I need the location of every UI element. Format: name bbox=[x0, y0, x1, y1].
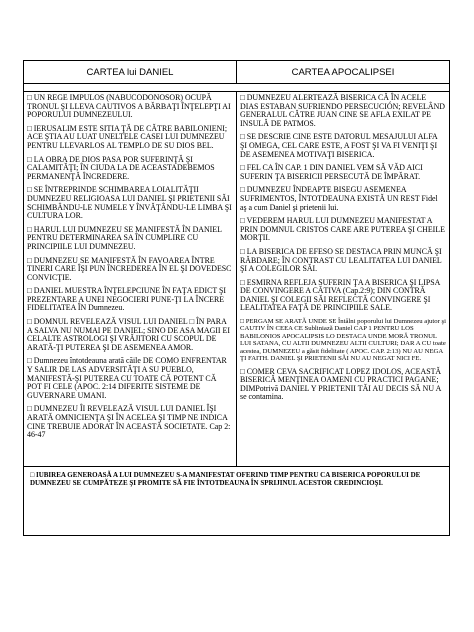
apoc-item-5: □ VEDEREM HARUL LUI DUMNEZEU MANIFESTAT A PRIN DOMNUL CRISTOS CARE ARE PUTEREA ŞI CHEILE MORŢII. bbox=[240, 216, 445, 243]
table-body bbox=[24, 92, 449, 467]
daniel-item-4: □ SE ÎNTREPRINDE SCHIMBAREA LOIALITĂŢII DUMNEZEU RELIGIOASA LUI DANIEL ŞI PRIETENII SĂI SCHIMBÂNDU-LE NUMELE Y ÎNVĂŢÂNDU-LE LIMBA ŞI CULTURA LOR. bbox=[27, 185, 232, 221]
daniel-item-8: □ DOMNUL REVELEAZĂ VISUL LUI DANIEL □ ÎN PARA A SALVA NU NUMAI PE DANIEL; SINO DE ASA MAGII EI CELALTE ASTROLOGI ŞI VRĂJITORI CU SCOPUL DE ARATĂ-ŢI PUTEREA ŞI DE ASEMENEA AMOR. bbox=[27, 317, 230, 352]
daniel-item-9: □ Dumnezeu întotdeauna arată căile DE COMO ENFRENTAR Y SALIR DE LAS ADVERSITĂŢI A SU PUEBLO, MANIFESTĂ-ŞI PUTEREA CU TOATE CĂ POTENT CĂ POT FI CELE (APOC. 2:14 DIFERITE SISTEME DE GUVERNARE UMANI. bbox=[27, 356, 227, 400]
header-apocalipsa: CARTEA APOCALIPSEI bbox=[291, 66, 395, 78]
daniel-item-6: □ DUMNEZEU SE MANIFESTĂ ÎN FAVOAREA ÎNTRE TINERI CARE ÎŞI PUN ÎNCREDEREA ÎN EL ŞI DOVEDESC CONVICŢIE. bbox=[27, 255, 232, 282]
daniel-item-7: □ DANIEL MUESTRA ÎNŢELEPCIUNE ÎN FAŢA EDICT ŞI PREZENTARE A UNEI NEGOCIERI PUNE-ŢI LA ÎNCERE FIDELITATEA ÎN Dumnezeu. bbox=[27, 286, 227, 313]
apoc-item-7: □ ESMIRNA REFLEJA SUFERIN ŢA A BISERICA ŞI LIPSA DE CONVINGERE A CĂTIVA (Cap.2:9); DIN CONTRĂ DANIEL ŞI COLEGII SĂI REFLECTĂ CONVINGERE ŞI LEALITATEA FAŢĂ DE PRINCIPIILE SALE. bbox=[240, 277, 440, 313]
blank-footer-area bbox=[24, 491, 449, 551]
apoc-item-2: □ SE DESCRIE CINE ESTE DATORUL MESAJULUI ALFA ŞI OMEGA, CEL CARE ESTE, A FOST ŞI VA FI VENIŢI ŞI DE ASEMENEA MOTIVAŢI BISERICA. bbox=[240, 132, 438, 159]
daniel-item-3: □ LA OBRA DE DIOS PASA POR SUFERINŢĂ ŞI CALAMITĂŢI; ÎN CIUDA LA DE ACEASTADEBEMOS PERMANENŢĂ ÎNCREDERE. bbox=[27, 154, 215, 181]
table-header-row bbox=[24, 61, 449, 84]
daniel-item-10: □ DUMNEZEU ÎI REVELEAZĂ VISUL LUI DANIEL ÎŞI ARATĂ OMNICIENŢA ŞI ÎN ACELEA ŞI TIMP NE INDICA CINE TREBUIE ADORAT ÎN ACEASTĂ SOCIETATE. Cap 2: 46-47 bbox=[27, 404, 231, 440]
apoc-item-6: □ LA BISERICA DE EFESO SE DESTACA PRIN MUNCĂ ŞI RĂBDARE; ÎN CONTRAST CU LEALITATEA LUI DANIEL ŞI A COLEGILOR SĂI. bbox=[240, 246, 442, 274]
comparison-table bbox=[23, 60, 450, 536]
header-spacer bbox=[24, 84, 449, 92]
column-apocalipsa bbox=[237, 92, 449, 466]
apoc-item-4: □ DUMNEZEU ÎNDEAPTE BISEGU ASEMENEA SUFRIMENTOS, ÎNTOTDEAUNA EXISTĂ UN REST Fidel aş a cum Daniel şi prietenii lui. bbox=[240, 185, 438, 212]
footer-note: □ IUBIREA GENEROASĂ A LUI DUMNEZEU S-A MANIFESTAT OFERIND TIMP PENTRU CA BISERICA POPORULUI DE DUMNEZEU SE CUMPĂTEZE ŞI PROMITE SĂ FIE ÎNTOTDEAUNA ÎN SPRIJINUL ACESTOR CREDINCIOŞI. bbox=[30, 471, 421, 487]
apoc-item-8: □ PERGAM SE ARATĂ UNDE SE Întâlni poporului lui Dumnezeu ajutor şi CAUTIV ÎN CEEA CE Subliniază Daniel CAP 1 PENTRU LOS BABILONIOS APOCALIPSIS LO DESTACA UNDE MORĂ TRONUL LUI SATANA, CU ALTII DUMNEZEU ALTII CULTURI; DAR A CU toate acestea, DUMNEZEU a găsit fidelitate ( APOC. CAP. 2:13) NU AU NEGA ŢI FAITH. DANIEL ŞI PRIETENII SĂI NU AU NEGAT NICI FE. bbox=[240, 318, 446, 363]
apoc-item-3: □ FEL CA ÎN CAP. 1 DIN DANIEL VEM SĂ VĂD AICI SUFERIN ŢA BISERICII PERSECUTĂ DE ÎMPĂRAT. bbox=[240, 163, 423, 181]
daniel-item-5: □ HARUL LUI DUMNEZEU SE MANIFESTĂ ÎN DANIEL PENTRU DETERMINAREA SA ÎN CUMPLIRE CU PRINCIPIILE LUI DUMNEZEU. bbox=[27, 224, 222, 251]
column-daniel bbox=[24, 92, 237, 466]
header-daniel: CARTEA lui DANIEL bbox=[24, 61, 237, 83]
daniel-item-1: □ UN REGE IMPULOS (NABUCODONOSOR) OCUPĂ TRONUL ŞI LLEVA CAUTIVOS A BĂRBAŢI ÎNŢELEPŢI AI POPORULUI DUMNEZEULUI. bbox=[27, 93, 231, 120]
apoc-item-9: □ COMER CEVA SACRIFICAT LOPEZ IDOLOS, ACEASTĂ BISERICĂ MENŢINEA OAMENI CU PRACTICI PAGANE; DIMPotrivă DANIEL Y PRIETENII TĂI AU DECIS SĂ NU A se contamina. bbox=[240, 366, 442, 402]
apoc-item-1: □ DUMNEZEU ALERTEAZĂ BISERICA CĂ ÎN ACELE DIAS ESTABAN SUFRIENDO PERSECUCIÓN; REVELÂND GENERALUL CĂTRE JUAN CINE SE AFLA EXILAT PE INSULĂ DE PATMOS. bbox=[240, 93, 445, 128]
daniel-item-2: □ IERUSALIM ESTE SITIA ŢĂ DE CĂTRE BABILONIENI; ACE ŞTIA AU LUAT UNELTELE CASEI LUI DUMNEZEU PENTRU LLEVARLOS AL TEMPLO DE SU DIOS BEL. bbox=[27, 123, 228, 150]
